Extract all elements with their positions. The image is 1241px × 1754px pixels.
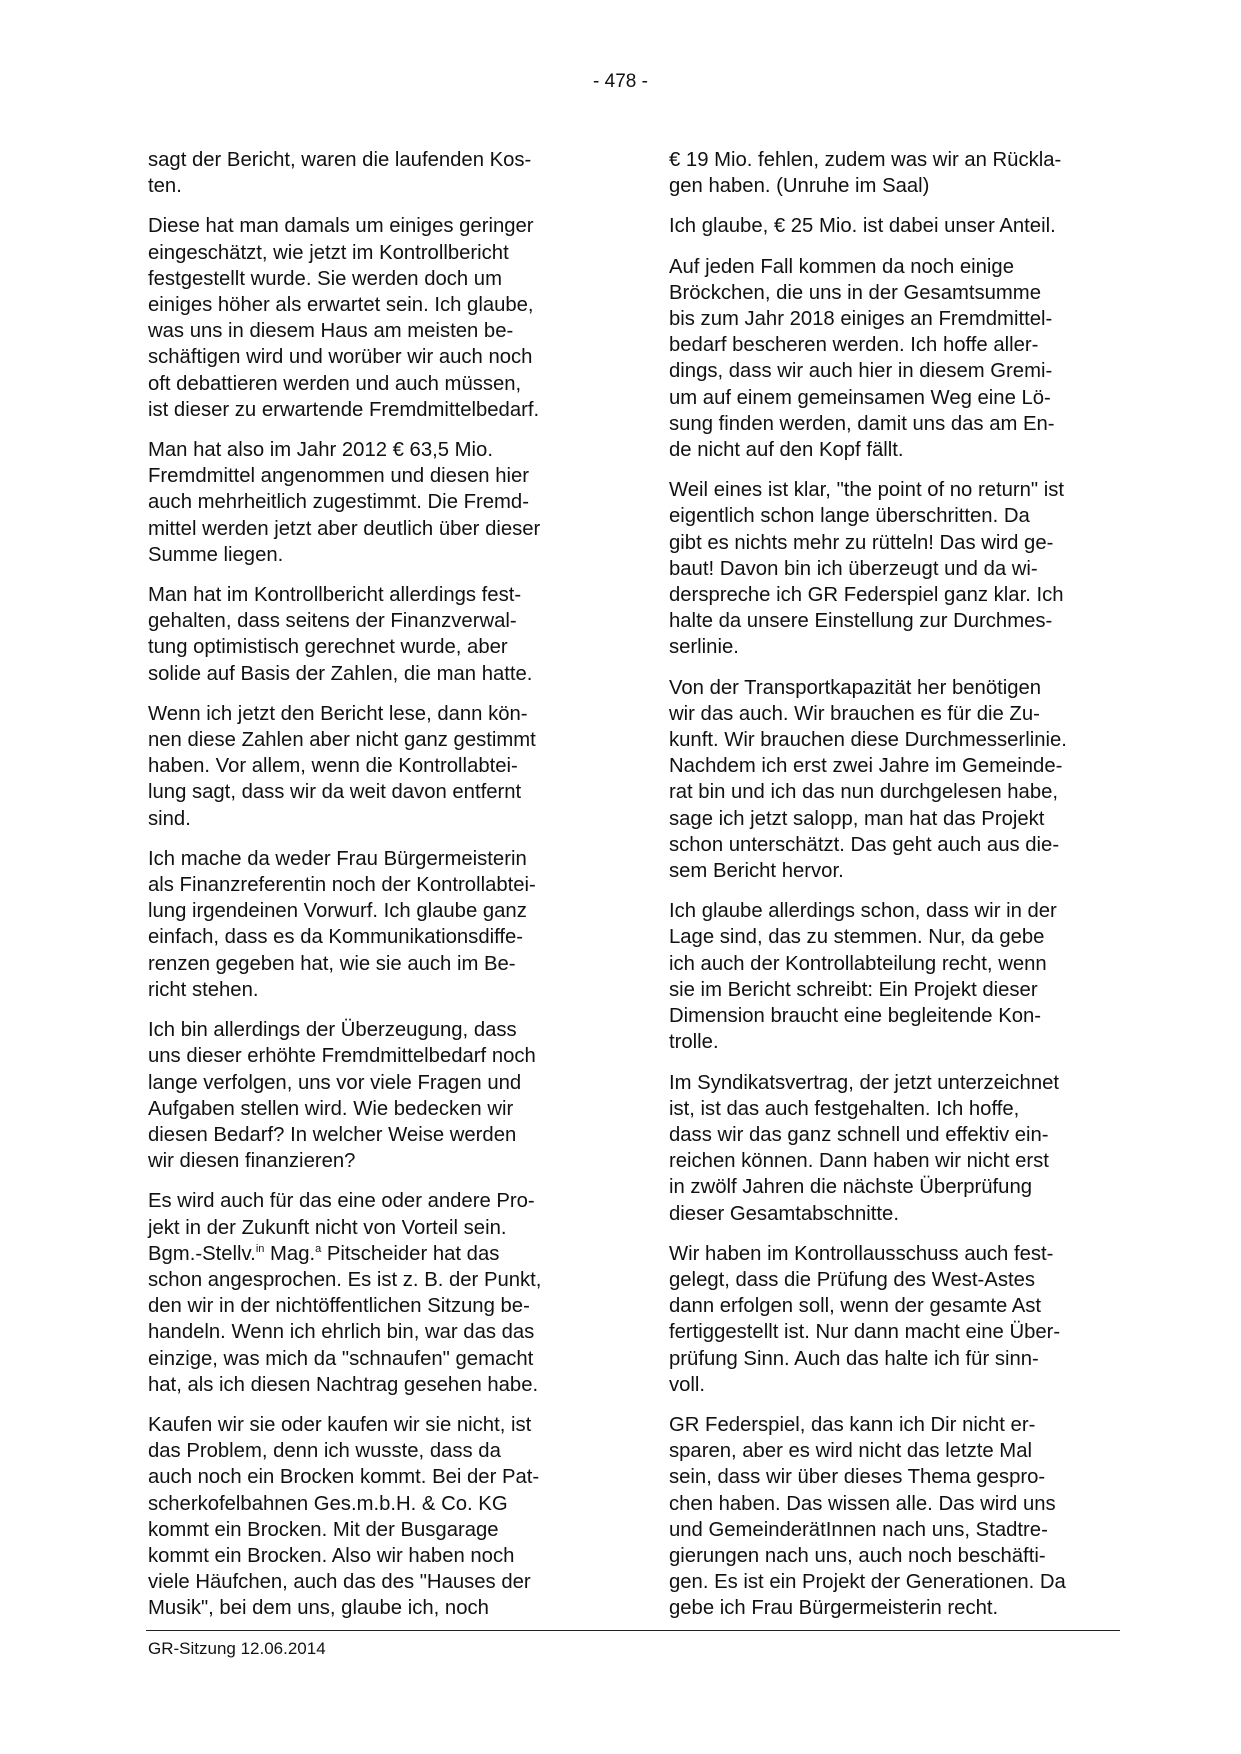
text-line: gelegt, dass die Prüfung des West-Astes [669,1268,1036,1291]
text-line: diesen Bedarf? In welcher Weise werden [148,1123,517,1146]
paragraph [669,254,1121,464]
paragraph [669,1070,1121,1227]
text-line: Wenn ich jetzt den Bericht lese, dann kön- [148,702,528,725]
text-line: dass wir das ganz schnell und effektiv ein- [669,1123,1049,1146]
text-line: halte da unsere Einstellung zur Durchmes- [669,610,1053,633]
paragraph [148,213,600,423]
text-line: sage ich jetzt salopp, man hat das Projekt [669,807,1045,830]
text-line: voll. [669,1373,706,1396]
text-line: sparen, aber es wird nicht das letzte Mal [669,1440,1032,1463]
paragraph [148,437,600,568]
text-line: Ich bin allerdings der Überzeugung, dass [148,1019,517,1042]
text-line: kommt ein Brocken. Also wir haben noch [148,1544,515,1567]
paragraph [669,898,1121,1055]
text-line: ich auch der Kontrollabteilung recht, wenn [669,952,1047,975]
text-line: auch noch ein Brocken kommt. Bei der Pat- [148,1466,540,1489]
text-line: ten. [148,175,182,198]
text-line: jekt in der Zukunft nicht von Vorteil sein. [148,1216,507,1239]
text-line: Dimension braucht eine begleitende Kon- [669,1005,1042,1028]
text-line: kommt ein Brocken. Mit der Busgarage [148,1518,499,1541]
paragraph [669,213,1121,239]
text-line: handeln. Wenn ich ehrlich bin, war das das [148,1321,535,1344]
footer-text: GR-Sitzung 12.06.2014 [148,1639,326,1658]
text-line: schäftigen wird und worüber wir auch noch [148,346,533,369]
text-line: gibt es nichts mehr zu rütteln! Das wird ge- [669,531,1054,554]
text-line: nen diese Zahlen aber nicht ganz gestimmt [148,729,536,752]
text-line: sem Bericht hervor. [669,860,844,883]
paragraph [148,1017,600,1174]
paragraph [669,675,1121,885]
text-line: sind. [148,807,191,830]
text-line: Bgm.-Stellv.$^{in}$ Mag.$^a$ Pitscheider hat das [148,1242,500,1265]
text-line: Wir haben im Kontrollausschuss auch fest- [669,1242,1054,1265]
paragraph [148,147,600,199]
text-line: GR Federspiel, das kann ich Dir nicht er- [669,1413,1036,1436]
text-line: hat, als ich diesen Nachtrag gesehen habe. [148,1373,539,1396]
text-line: auch mehrheitlich zugestimmt. Die Fremd- [148,491,529,514]
text-line: Lage sind, das zu stemmen. Nur, da gebe [669,926,1045,949]
text-line: sagt der Bericht, waren die laufenden Kos- [148,149,532,171]
paragraph [148,582,600,687]
text-line: richt stehen. [148,978,259,1001]
text-line: Man hat im Kontrollbericht allerdings fest- [148,584,522,607]
text-line: den wir in der nichtöffentlichen Sitzung be- [148,1295,530,1318]
text-line: haben. Vor allem, wenn die Kontrollabtei- [148,755,518,778]
text-line: als Finanzreferentin noch der Kontrollabtei- [148,874,536,897]
text-line: Es wird auch für das eine oder andere Pro- [148,1190,535,1213]
text-line: uns dieser erhöhte Fremdmittelbedarf noch [148,1045,536,1068]
text-line: fertiggestellt ist. Nur dann macht eine Über- [669,1321,1061,1344]
text-line: festgestellt wurde. Sie werden doch um [148,267,502,290]
text-line: ist, ist das auch festgehalten. Ich hoffe, [669,1097,1020,1120]
text-line: chen haben. Das wissen alle. Das wird uns [669,1492,1056,1515]
text-line: Kaufen wir sie oder kaufen wir sie nicht, ist [148,1413,532,1436]
text-line: Summe liegen. [148,543,284,566]
text-line: in zwölf Jahren die nächste Überprüfung [669,1176,1033,1199]
paragraph [669,1412,1121,1622]
text-line: renzen gegeben hat, wie sie auch im Be- [148,952,516,975]
text-line: gehalten, dass seitens der Finanzverwal- [148,610,517,633]
text-line: trolle. [669,1031,719,1054]
text-line: gierungen nach uns, auch noch beschäfti- [669,1544,1046,1567]
text-line: dings, dass wir auch hier in diesem Gremi- [669,360,1053,383]
text-line: und GemeinderätInnen nach uns, Stadtre- [669,1518,1048,1541]
text-line: Man hat also im Jahr 2012 € 63,5 Mio. [148,439,493,462]
text-line: Nachdem ich erst zwei Jahre im Gemeinde- [669,755,1063,778]
text-line: rat bin und ich das nun durchgelesen habe, [669,781,1059,804]
text-line: schon angesprochen. Es ist z. B. der Punkt, [148,1268,542,1291]
text-line: sein, dass wir über dieses Thema gespro- [669,1466,1046,1489]
text-line: oft debattieren werden und auch müssen, [148,372,522,395]
text-line: eingeschätzt, wie jetzt im Kontrollbericht [148,241,509,264]
text-line: scherkofelbahnen Ges.m.b.H. & Co. KG [148,1492,508,1515]
superscript: a [315,1242,322,1255]
text-line: bedarf bescheren werden. Ich hoffe aller- [669,334,1039,357]
paragraph [669,1241,1121,1398]
text-line: lange verfolgen, uns vor viele Fragen und [148,1071,522,1094]
text-line: de nicht auf den Kopf fällt. [669,439,904,462]
text-line: einiges höher als erwartet sein. Ich glaube, [148,294,534,317]
text-line: gen haben. (Unruhe im Saal) [669,175,930,198]
text-line: Im Syndikatsvertrag, der jetzt unterzeichnet [669,1071,1060,1094]
text-line: Musik", bei dem uns, glaube ich, noch [148,1597,489,1620]
paragraph [669,147,1121,199]
text-line: sung finden werden, damit uns das am En- [669,412,1055,435]
text-line: kunft. Wir brauchen diese Durchmesserlinie. [669,729,1067,752]
text-line: gebe ich Frau Bürgermeisterin recht. [669,1597,999,1620]
text-line: ist dieser zu erwartende Fremdmittelbedarf. [148,398,540,421]
text-line: eigentlich schon lange überschritten. Da [669,505,1030,528]
superscript: in [255,1242,265,1255]
paragraph [148,701,600,832]
text-line: baut! Davon bin ich überzeugt und da wi- [669,557,1038,580]
text-line: wir das auch. Wir brauchen es für die Zu- [669,702,1040,725]
text-line: gen. Es ist ein Projekt der Generationen. Da [669,1571,1066,1594]
text-line: dann erfolgen soll, wenn der gesamte Ast [669,1295,1042,1318]
text-line: wir diesen finanzieren? [148,1150,356,1173]
text-line: Ich glaube allerdings schon, dass wir in der [669,900,1057,923]
text-line: Diese hat man damals um einiges geringer [148,215,534,238]
right-column [669,147,1121,1620]
text-line: solide auf Basis der Zahlen, die man hatte. [148,662,533,685]
footer-rule [146,1630,1120,1631]
paragraph [148,846,600,1003]
text-line: lung irgendeinen Vorwurf. Ich glaube ganz [148,900,527,923]
text-line: Ich glaube, € 25 Mio. ist dabei unser Anteil. [669,215,1056,238]
text-line: prüfung Sinn. Auch das halte ich für sinn- [669,1347,1039,1370]
page-number: - 478 - [593,71,648,92]
text-line: bis zum Jahr 2018 einiges an Fremdmittel- [669,308,1053,331]
text-line: mittel werden jetzt aber deutlich über dieser [148,517,541,540]
paragraph [148,1188,600,1398]
text-line: um auf einem gemeinsamen Weg eine Lö- [669,386,1051,409]
text-line: einzige, was mich da "schnaufen" gemacht [148,1347,534,1370]
text-line: das Problem, denn ich wusste, dass da [148,1440,501,1463]
text-line: lung sagt, dass wir da weit davon entfernt [148,781,522,804]
text-line: Von der Transportkapazität her benötigen [669,676,1042,699]
text-line: Weil eines ist klar, "the point of no return" ist [669,479,1065,502]
left-column [148,147,600,1620]
text-line: schon unterschätzt. Das geht auch aus die- [669,833,1060,856]
text-line: Ich mache da weder Frau Bürgermeisterin [148,847,527,870]
text-line: viele Häufchen, auch das des "Hauses der [148,1571,531,1594]
text-line: tung optimistisch gerechnet wurde, aber [148,636,508,659]
text-line: Aufgaben stellen wird. Wie bedecken wir [148,1097,514,1120]
paragraph [669,477,1121,660]
text-line: serlinie. [669,636,739,659]
text-line: dieser Gesamtabschnitte. [669,1202,899,1225]
text-line: Auf jeden Fall kommen da noch einige [669,255,1014,278]
text-line: € 19 Mio. fehlen, zudem was wir an Rückla- [669,149,1062,171]
text-line: Fremdmittel angenommen und diesen hier [148,465,530,488]
text-line: sie im Bericht schreibt: Ein Projekt dieser [669,978,1038,1001]
text-line: was uns in diesem Haus am meisten be- [148,320,514,343]
text-line: reichen können. Dann haben wir nicht erst [669,1150,1049,1173]
text-line: Bröckchen, die uns in der Gesamtsumme [669,281,1041,304]
text-line: einfach, dass es da Kommunikationsdiffe- [148,926,524,949]
text-line: derspreche ich GR Federspiel ganz klar. Ich [669,584,1064,607]
paragraph [148,1412,600,1622]
